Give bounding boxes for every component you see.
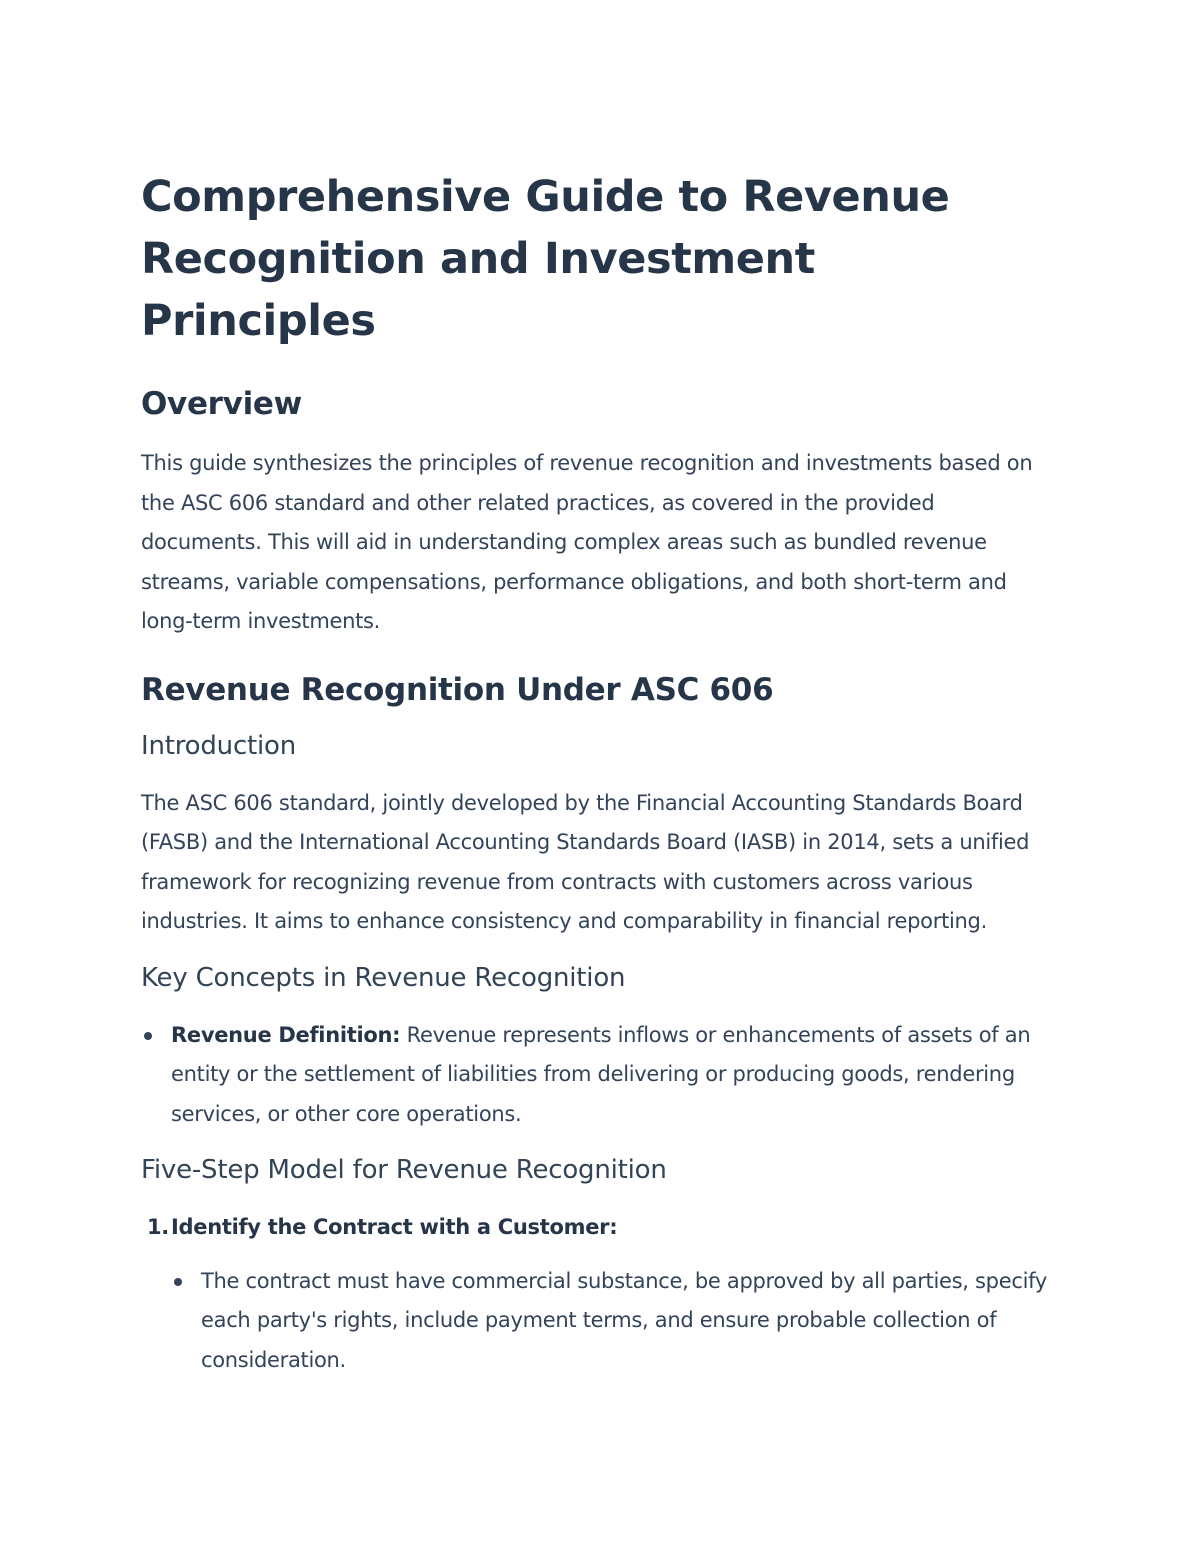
bullet-icon — [144, 1032, 152, 1040]
five-step-model-heading: Five-Step Model for Revenue Recognition — [141, 1155, 667, 1185]
document-title: Comprehensive Guide to Revenue Recognition and Investment Principles — [141, 172, 950, 346]
key-concepts-heading: Key Concepts in Revenue Recognition — [141, 962, 626, 993]
overview-paragraph: This guide synthesizes the principles of revenue recognition and investments based on the ASC 606 standard and other related practices, as covered in the provided documents. This will aid in understanding complex areas such as bundled revenue streams, variable compensations, performance obligations, and both short-term and long-term investments. — [141, 451, 1033, 633]
list-item — [141, 1208, 1060, 1380]
five-step-list — [141, 1208, 1060, 1380]
revenue-definition-text: Revenue represents inflows or enhancements of assets of an entity or the settlement of liabilities from delivering or producing goods, rendering services, or other core operations. — [171, 1022, 1031, 1126]
introduction-paragraph: The ASC 606 standard, jointly developed by the Financial Accounting Standards Board (FASB) and the International Accounting Standards Board (IASB) in 2014, sets a unified framework for recognizing revenue from contracts with customers across various industries. It aims to enhance consistency and comparability in financial reporting. — [141, 790, 1030, 933]
introduction-heading: Introduction — [141, 730, 297, 761]
list-item — [141, 1016, 1060, 1135]
list-item — [171, 1262, 1060, 1381]
key-concepts-list — [141, 1016, 1060, 1135]
step-number: 1. — [147, 1215, 169, 1239]
revenue-definition-term: Revenue Definition: — [171, 1022, 401, 1047]
bullet-icon — [174, 1278, 182, 1286]
overview-heading: Overview — [141, 386, 302, 422]
revenue-recognition-heading: Revenue Recognition Under ASC 606 — [141, 671, 774, 708]
contract-requirements-text: The contract must have commercial substance, be approved by all parties, specify each party's rights, include payment terms, and ensure probable collection of consideration. — [201, 1268, 1047, 1372]
step-sub-list — [171, 1262, 1060, 1381]
step-label: Identify the Contract with a Customer: — [171, 1215, 618, 1239]
